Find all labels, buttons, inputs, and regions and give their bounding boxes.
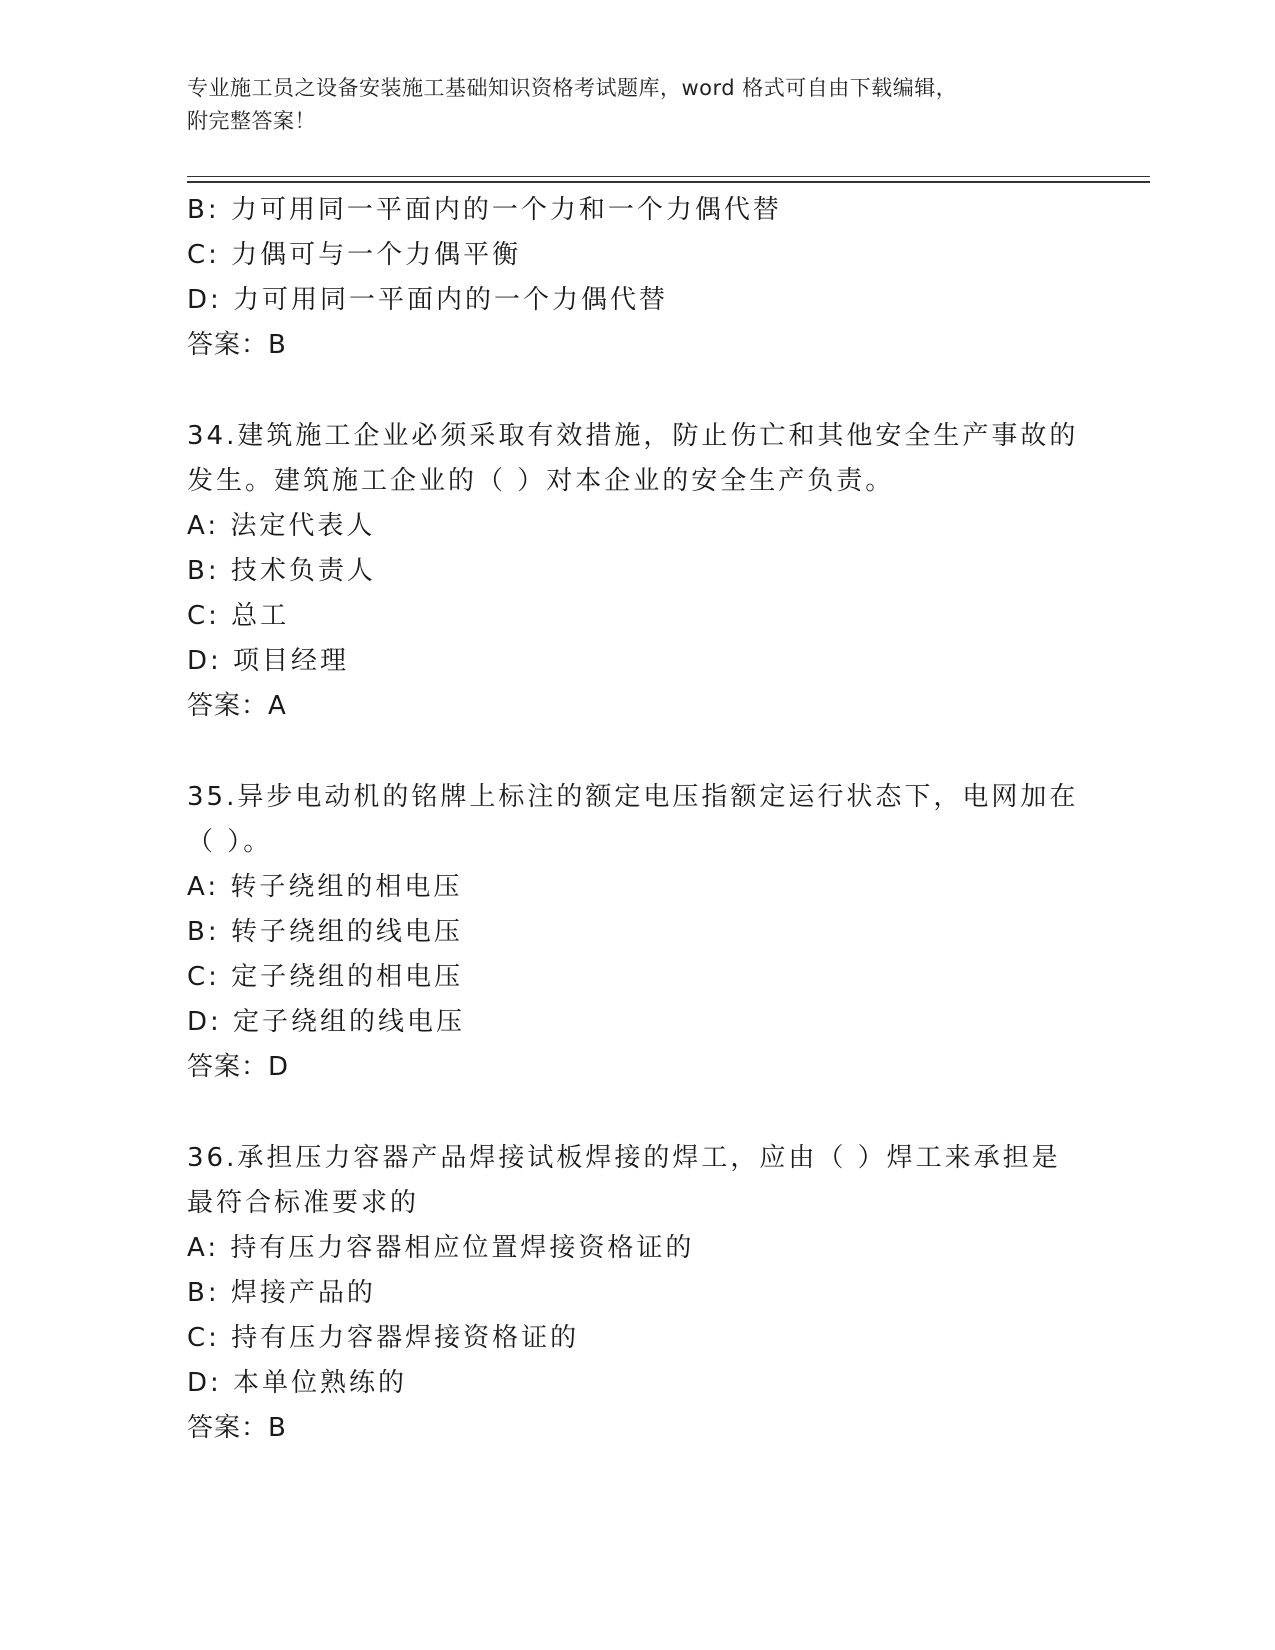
option-d: D: 本单位熟练的: [187, 1368, 408, 1398]
spacer: [187, 368, 1087, 414]
question-text-line: 发生。建筑施工企业的（ ）对本企业的安全生产负责。: [187, 466, 895, 496]
option-b: B: 技术负责人: [187, 556, 376, 586]
option-c: C: 持有压力容器焊接资格证的: [187, 1323, 580, 1353]
header-line-1: 专业施工员之设备安装施工基础知识资格考试题库，word 格式可自由下载编辑，: [187, 76, 958, 100]
header-line-2: 附完整答案！: [187, 109, 316, 133]
answer-line: 答案：A: [187, 691, 287, 721]
answer-line: 答案：D: [187, 1052, 290, 1082]
question-text-line: 34.建筑施工企业必须采取有效措施，防止伤亡和其他安全生产事故的: [187, 421, 1079, 451]
question-block-continued: [187, 188, 1087, 368]
option-d: D: 项目经理: [187, 646, 350, 676]
document-header: [187, 72, 1087, 138]
option-a: A: 法定代表人: [187, 511, 376, 541]
question-block-36: [187, 1136, 1087, 1451]
option-b: B: 焊接产品的: [187, 1278, 376, 1308]
question-text-line: 最符合标准要求的: [187, 1188, 420, 1218]
answer-line: 答案：B: [187, 330, 287, 360]
option-c: C: 力偶可与一个力偶平衡: [187, 240, 522, 270]
question-list: [187, 188, 1087, 1451]
option-d: D: 定子绕组的线电压: [187, 1007, 466, 1037]
option-a: A: 转子绕组的相电压: [187, 872, 463, 902]
spacer: [187, 1090, 1087, 1136]
question-block-34: [187, 414, 1087, 729]
option-d: D: 力可用同一平面内的一个力偶代替: [187, 285, 669, 315]
option-c: C: 定子绕组的相电压: [187, 962, 464, 992]
header-divider-thick: [187, 181, 1150, 183]
spacer: [187, 729, 1087, 775]
option-c: C: 总工: [187, 601, 290, 631]
option-a: A: 持有压力容器相应位置焊接资格证的: [187, 1233, 695, 1263]
answer-line: 答案：B: [187, 1413, 287, 1443]
header-divider-thin: [187, 176, 1150, 177]
question-text-line: 35.异步电动机的铭牌上标注的额定电压指额定运行状态下，电网加在: [187, 782, 1079, 812]
question-block-35: [187, 775, 1087, 1090]
question-text-line: 36.承担压力容器产品焊接试板焊接的焊工，应由（ ）焊工来承担是: [187, 1143, 1061, 1173]
question-text-line: （ ）。: [187, 827, 273, 857]
option-b: B: 力可用同一平面内的一个力和一个力偶代替: [187, 195, 782, 225]
option-b: B: 转子绕组的线电压: [187, 917, 463, 947]
